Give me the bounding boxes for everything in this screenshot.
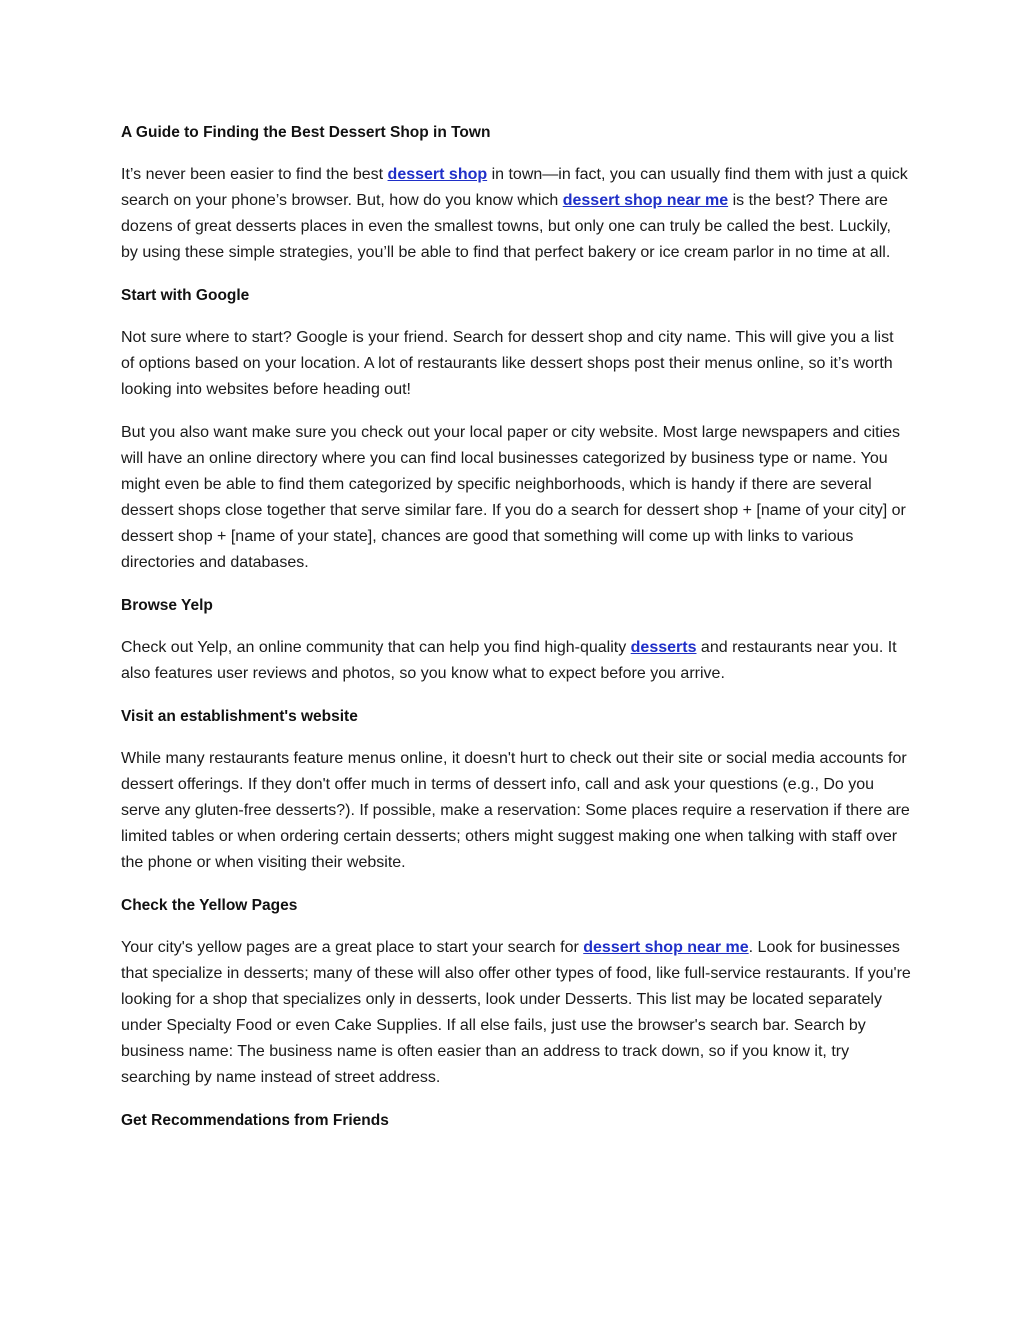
heading-recommendations: Get Recommendations from Friends — [121, 1112, 389, 1129]
yelp-text-1: Check out Yelp, an online community that can help you find high-quality — [121, 639, 631, 656]
heading-yellow-pages: Check the Yellow Pages — [121, 897, 298, 914]
yelp-text-2: and restaurants near you. It also features user reviews and photos, so you know what to expect before you arrive. — [121, 639, 897, 682]
intro-text-3: is the best? There are dozens of great desserts places in even the smallest towns, but only one can truly be called the best. Luckily, by using these simple strategies, you’ll be able to find that perfect bakery or ice cream parlor in no time at all. — [121, 192, 891, 261]
yelp-paragraph — [121, 635, 911, 687]
document-title: A Guide to Finding the Best Dessert Shop in Town — [121, 124, 491, 141]
yellow-pages-paragraph — [121, 935, 911, 1091]
desserts-link[interactable]: desserts — [630, 639, 697, 656]
dessert-shop-link[interactable]: dessert shop — [387, 166, 488, 183]
document-page — [121, 120, 911, 1150]
google-paragraph-2: But you also want make sure you check out your local paper or city website. Most large newspapers and cities will have an online directory where you can find local businesses categorized by business type or name. You might even be able to find them categorized by specific neighborhoods, which is handy if there are several dessert shops close together that serve similar fare. If you do a search for dessert shop + [name of your city] or dessert shop + [name of your state], chances are good that something will come up with links to various directories and databases. — [121, 424, 906, 571]
heading-start-with-google: Start with Google — [121, 287, 250, 304]
heading-browse-yelp: Browse Yelp — [121, 597, 213, 614]
intro-paragraph — [121, 162, 911, 266]
intro-text-2: in town—in fact, you can usually find them with just a quick search on your phone’s browser. But, how do you know which — [121, 166, 908, 209]
dessert-shop-near-me-link-2[interactable]: dessert shop near me — [583, 939, 749, 956]
yellow-text-2: . Look for businesses that specialize in desserts; many of these will also offer other types of food, like full-service restaurants. If you're looking for a shop that specializes only in desserts, look under Desserts. This list may be located separately under Specialty Food or even Cake Supplies. If all else fails, just use the browser's search bar. Search by business name: The business name is often easier than an address to track down, so if you know it, try searching by name instead of street address. — [121, 939, 911, 1086]
intro-text-1: It’s never been easier to find the best — [121, 166, 388, 183]
yellow-text-1: Your city's yellow pages are a great place to start your search for — [121, 939, 584, 956]
heading-visit-website: Visit an establishment's website — [121, 708, 358, 725]
dessert-shop-near-me-link[interactable]: dessert shop near me — [562, 192, 729, 209]
website-paragraph: While many restaurants feature menus online, it doesn't hurt to check out their site or social media accounts for dessert offerings. If they don't offer much in terms of dessert info, call and ask your questions (e.g., Do you serve any gluten-free desserts?). If possible, make a reservation: Some places require a reservation if there are limited tables or when ordering certain desserts; others might suggest making one when talking with staff over the phone or when visiting their website. — [121, 750, 910, 871]
google-paragraph-1: Not sure where to start? Google is your friend. Search for dessert shop and city name. This will give you a list of options based on your location. A lot of restaurants like dessert shops post their menus online, so it’s worth looking into websites before heading out! — [121, 329, 894, 398]
